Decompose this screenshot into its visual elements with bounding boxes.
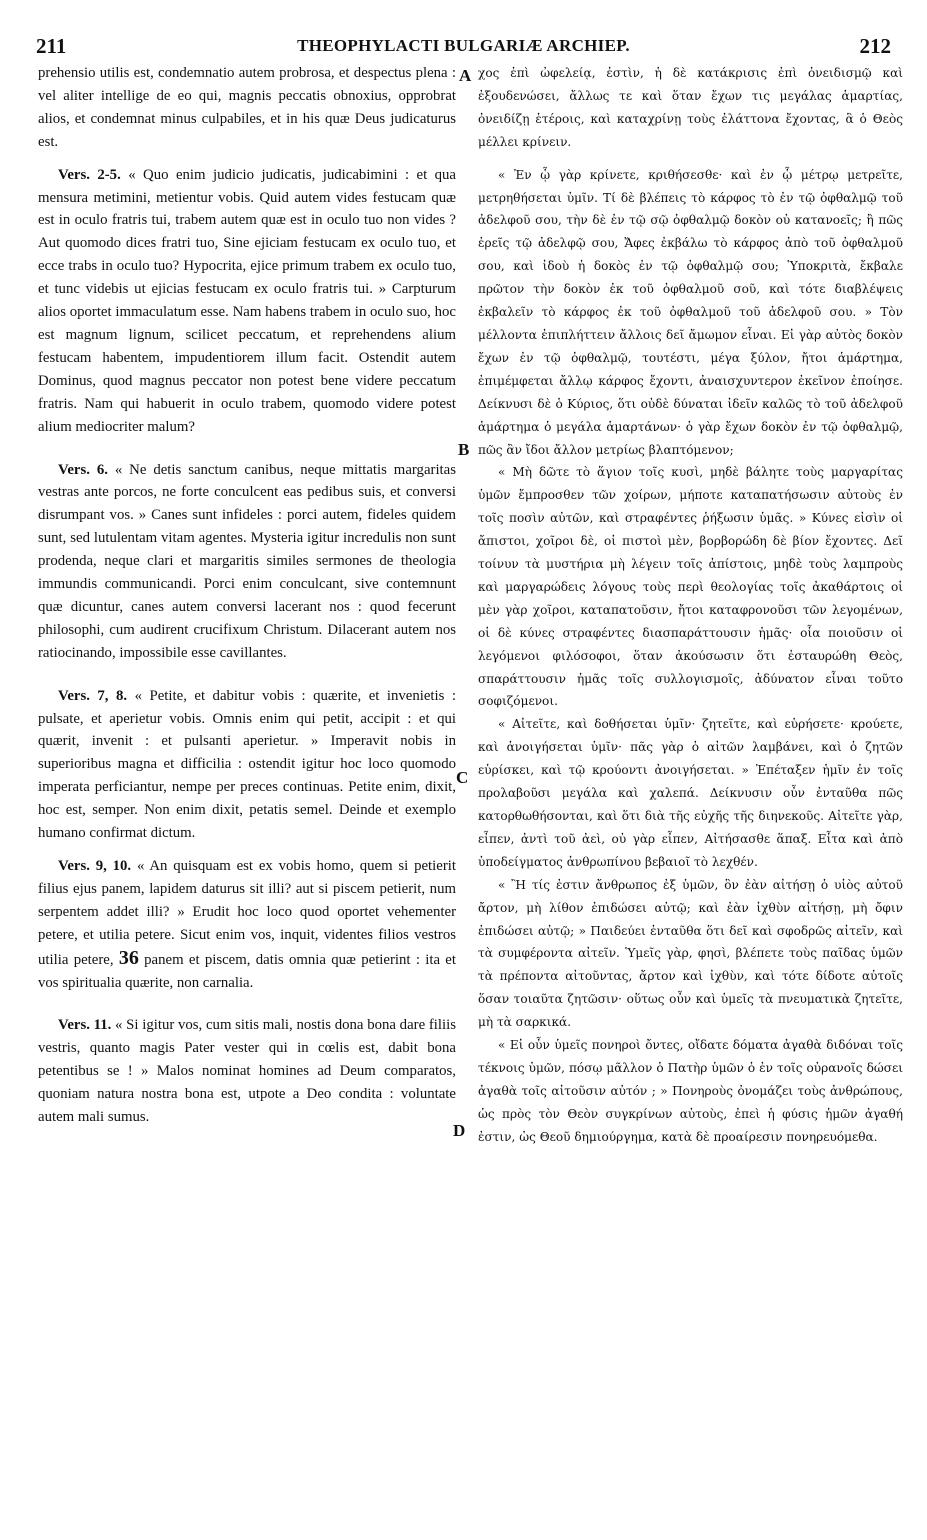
running-title: THEOPHYLACTI BULGARIÆ ARCHIEP. bbox=[297, 36, 630, 55]
page-number-right: 212 bbox=[859, 34, 891, 58]
greek-paragraph: « Εἰ οὖν ὑμεῖς πονηροὶ ὄντες, οἴδατε δόματα ἀγαθὰ διδόναι τοῖς τέκνοις ὑμῶν, πόσῳ μᾶλλον ὁ Πατὴρ ὑμῶν ὁ ἐν τοῖς οὐρανοῖς δώσει ἀγαθὰ τοῖς αἰτοῦσιν αὐτόν ; » Πονηροὺς ὀνομάζει τοὺς ἀνθρώπους, ὡς πρὸς τὸν Θεὸν συγκρίνων αὐτοὺς, ἐπεὶ ἡ φύσις ἡμῶν ἀγαθή ἐστιν, ὡς Θεοῦ δημιούργημα, κατὰ δὲ προαίρεσιν πονηρευόμεθα. bbox=[478, 1038, 903, 1144]
latin-text: « Si igitur vos, cum sitis mali, nostis dona bona dare filiis vestris, quanto magis Pater vester qui in cœlis est, dabit bona petentibus se ! » Malos nominat homines ad Deum comparatos, quoniam natura nostra bona est, utpote a Deo condita : voluntate autem mali sumus. bbox=[38, 1017, 456, 1126]
verse-reference: Vers. 11. bbox=[58, 1017, 112, 1034]
latin-text: panem et piscem, datis omnia quæ petierint : ita et vos spiritualia quærite, non carnalia. bbox=[38, 951, 456, 991]
running-header bbox=[28, 12, 899, 58]
page-number-left: 211 bbox=[36, 34, 67, 58]
greek-paragraph: « Ἐν ᾧ γὰρ κρίνετε, κριθήσεσθε· καὶ ἐν ᾧ μέτρῳ μετρεῖτε, μετρηθήσεται ὑμῖν. Τί δὲ βλέπεις τὸ κάρφος τὸ ἐν τῷ ὀφθαλμῷ τοῦ ἀδελφοῦ σου, τὴν δὲ ἐν τῷ σῷ ὀφθαλμῷ δοκὸν οὐ κατανοεῖς; ἢ πῶς ἐρεῖς τῷ ἀδελφῷ σου, Ἄφες ἐκβάλω τὸ κάρφος ἀπὸ τοῦ ὀφθαλμοῦ σου, καὶ ἰδοὺ ἡ δοκὸς ἐν τῷ ὀφθαλμῷ σου; Ὑποκριτὰ, ἔκβαλε πρῶτον τὴν δοκὸν ἐκ τοῦ ὀφθαλμοῦ σοῦ, καὶ τότε διαβλέψεις ἐκβαλεῖν τὸ κάρφος ἐκ τοῦ ὀφθαλμοῦ τοῦ ἀδελφοῦ σου. » Τὸν μέλλοντα ἐπιπλήττειν ἄλλοις δεῖ ἄμωμον εἶναι. Εἰ γὰρ αὐτὸς δοκὸν ἔχων ἐν τῷ ὀφθαλμῷ, τουτέστι, μέγα ξύλον, ἤτοι ἁμάρτημα, ἐπιμέμφεται ἄλλῳ κάρφος ἔχοντι, ἀναισχυντερον ἐκεῖνον ἐποίησε. Δείκνυσι δὲ ὁ Κύριος, ὅτι οὐδὲ δύναται ἰδεῖν καλῶς τὸ τοῦ ἀδελφοῦ ἁμάρτημα ὁ μεγάλα ἁμαρτάνων· ὁ γὰρ ἔχων δοκὸν ἐν τῷ ὀφθαλμῷ, πῶς ἂν ἴδοι ἄλλον μετρίως βλαπτόμενον; bbox=[478, 167, 903, 457]
margin-letter-c: C bbox=[456, 768, 469, 787]
latin-paragraph: prehensio utilis est, condemnatio autem probrosa, et despectus plena : vel aliter intellige de eo qui, magnis peccatis obnoxius, opprobrat alios, et condemnat minus culpabiles, et in his quæ Deus judicaturus est. bbox=[38, 65, 456, 150]
latin-column bbox=[38, 62, 456, 1532]
latin-text: « Quo enim judicio judicatis, judicabimini : et qua mensura metimini, metientur vobis. Quid autem vides festucam quæ est in oculo fratris tui, trabem autem quæ est in oculo tuo non vides ? Aut quomodo dices fratri tuo, Sine ejiciam festucam ex oculo tuo, et ecce trabs in oculo tuo? Hypocrita, ejice primum trabem ex oculo tuo, et tunc videbis ut ejicias festucam ex oculo fratris tui. » Carpturum alios oportet immaculatum esse. Nam habens trabem in oculo suo, hoc est magnum lignum, scilicet peccatum, et reprehendens alium festucam habentem, impudentiorem illum facit. Ostendit autem Dominus, quod magnus peccator non potest bene videre peccatum fratris. Nam qui habuerit in oculo trabem, quomodo videre potest alium mediocriter malum? bbox=[38, 166, 456, 435]
verse-reference: Vers. 9, 10. bbox=[58, 858, 132, 874]
verse-reference: Vers. 7, 8. bbox=[58, 687, 128, 704]
latin-paragraph bbox=[38, 459, 456, 665]
margin-letter-a: A bbox=[459, 66, 472, 85]
verse-reference: Vers. 6. bbox=[58, 461, 108, 478]
greek-paragraph: « Ἢ τίς ἐστιν ἄνθρωπος ἐξ ὑμῶν, ὃν ἐὰν αἰτήσῃ ὁ υἱὸς αὐτοῦ ἄρτον, μὴ λίθον ἐπιδώσει αὐτῷ; καὶ ἐὰν ἰχθὺν αἰτήσῃ, μὴ ὄφιν ἐπιδώσει αὐτῷ; » Παιδεύει ἐνταῦθα ὅτι δεῖ καὶ σφοδρῶς αἰτεῖν, καὶ τὰ συμφέροντα αἰτεῖν. Ὑμεῖς γὰρ, φησὶ, βλέπετε τοὺς παῖδας ὑμῶν τὰ πρέποντα αἰτοῦντας, ἄρτον καὶ ἰχθὺν, καὶ τότε δίδοτε αὐτοῖς ὅσαν τοιαῦτα ζητῶσιν· οὕτως οὖν καὶ ὑμεῖς τὰ πνευματικὰ ζητεῖτε, μὴ τὰ σαρκικά. bbox=[478, 877, 903, 1030]
latin-text: « Ne detis sanctum canibus, neque mittatis margaritas vestras ante porcos, ne forte conculcent eas pedibus suis, et conversi disrumpant vos. » Canes sunt infideles : porci autem, fideles quidem sunt, sed lutulentam vitam agentes. Mysteria igitur incredulis non sunt prodenda, neque clari et margaritis similes sermones de theologia immundis communicandi. Porci enim conculcant, sive contemnunt quæ dicuntur, canes autem conversi lacerant nos : quod fecerunt philosophi, cum audirent crucifixum Christum. Dilacerant autem nos ratiocinando, impossibile esse cavillantes. bbox=[38, 461, 456, 661]
greek-paragraph: « Μὴ δῶτε τὸ ἅγιον τοῖς κυσὶ, μηδὲ βάλητε τοὺς μαργαρίτας ὑμῶν ἔμπροσθεν τῶν χοίρων, μήποτε καταπατήσωσιν αὐτοὺς ἐν τοῖς ποσὶν αὐτῶν, καὶ στραφέντες ῥήξωσιν ὑμᾶς. » Κύνες εἰσὶν οἱ ἄπιστοι, χοῖροι δὲ, οἱ πιστοὶ μὲν, βορβορώδη δὲ βίον ἔχοντες. Δεῖ τοίνυν τὰ μυστήρια μὴ λέγειν τοῖς ἀπίστοις, μηδὲ τοὺς λαμπροὺς καὶ μαργαρώδεις λόγους τοὺς περὶ θεολογίας τοῖς ἀκαθάρτοις οἱ μὲν γὰρ χοῖροι, καταπατοῦσιν, ἤτοι καταφρονοῦσι τῶν λεγομένων, οἱ δὲ κύνες στραφέντες διασπαράττουσιν ἡμᾶς· οἷα ποιοῦσιν οἱ λεγόμενοι φιλόσοφοι, ὅταν ἀκούσωσιν ὅτι ἐσταυρώθη Θεὸς, σπαράττουσιν ἡμᾶς τοῖς συλλογισμοῖς, ἀδύνατον εἶναι τοῦτο σοφιζόμενοι. bbox=[478, 465, 903, 709]
greek-column bbox=[478, 62, 903, 1532]
latin-paragraph bbox=[38, 1014, 456, 1129]
margin-letter-d: D bbox=[453, 1121, 466, 1140]
greek-paragraph: χος ἐπὶ ὠφελείᾳ, ἐστὶν, ἡ δὲ κατάκρισις ἐπὶ ὀνειδισμῷ καὶ ἐξουδενώσει, ἄλλως τε καὶ ὅταν ἔχων τις μεγάλας ἁμαρτίας, ὀνειδίζῃ ἑτέροις, καὶ καταχρίνῃ τοὺς ἐλάττονα ἔχοντας, ἃ ὁ Θεὸς μέλλει κρίνειν. bbox=[478, 66, 903, 149]
column-number: 36 bbox=[118, 946, 139, 969]
latin-paragraph bbox=[38, 855, 456, 994]
margin-letter-b: B bbox=[458, 440, 470, 459]
latin-text: « Petite, et dabitur vobis : quærite, et invenietis : pulsate, et aperietur vobis. Omnis enim qui petit, accipit : et qui quærit, invenit : et pulsanti aperietur. » Imperavit nobis in superioribus magna et difficilia : ostendit igitur hoc loco quomodo imperata perficiantur, nempe per preces continuas. Petite enim, dixit, hoc est, semper. Non enim dixit, petatis semel. Deinde et exemplo humano confirmat dictum. bbox=[38, 687, 456, 842]
latin-paragraph bbox=[38, 164, 456, 439]
greek-paragraph: « Αἰτεῖτε, καὶ δοθήσεται ὑμῖν· ζητεῖτε, καὶ εὑρήσετε· κρούετε, καὶ ἀνοιγήσεται ὑμῖν· πᾶς γὰρ ὁ αἰτῶν λαμβάνει, καὶ ὁ ζητῶν εὑρίσκει, καὶ τῷ κρούοντι ἀνοιγήσεται. » Ἐπέταξεν ἡμῖν ἐν τοῖς προλαβοῦσι μεγάλα καὶ χαλεπά. Δείκνυσιν οὖν ἐνταῦθα πῶς κατορθωθήσονται, καὶ ὅτι διὰ τῆς εὐχῆς τῆς διηνεκοῦς. Αἰτεῖτε γὰρ, εἶπεν, ἀντὶ τοῦ ἀεὶ, οὐ γὰρ εἶπεν, Αἰτήσασθε ἅπαξ. Εἶτα καὶ ἀπὸ ὑποδείγματος ἀνθρωπίνου βεβαιοῖ τὸ λεχθέν. bbox=[478, 717, 903, 869]
latin-text: « An quisquam est ex vobis homo, quem si petierit filius ejus panem, lapidem daturus sit illi? aut si piscem petierit, num serpentem addet illi? » Erudit hoc loco quod oportet vehementer petere, et utilia petere. Sicut enim vos, inquit, videntes filios vestros utilia petere, bbox=[38, 858, 456, 968]
verse-reference: Vers. 2-5. bbox=[58, 166, 121, 183]
latin-paragraph bbox=[38, 685, 456, 845]
